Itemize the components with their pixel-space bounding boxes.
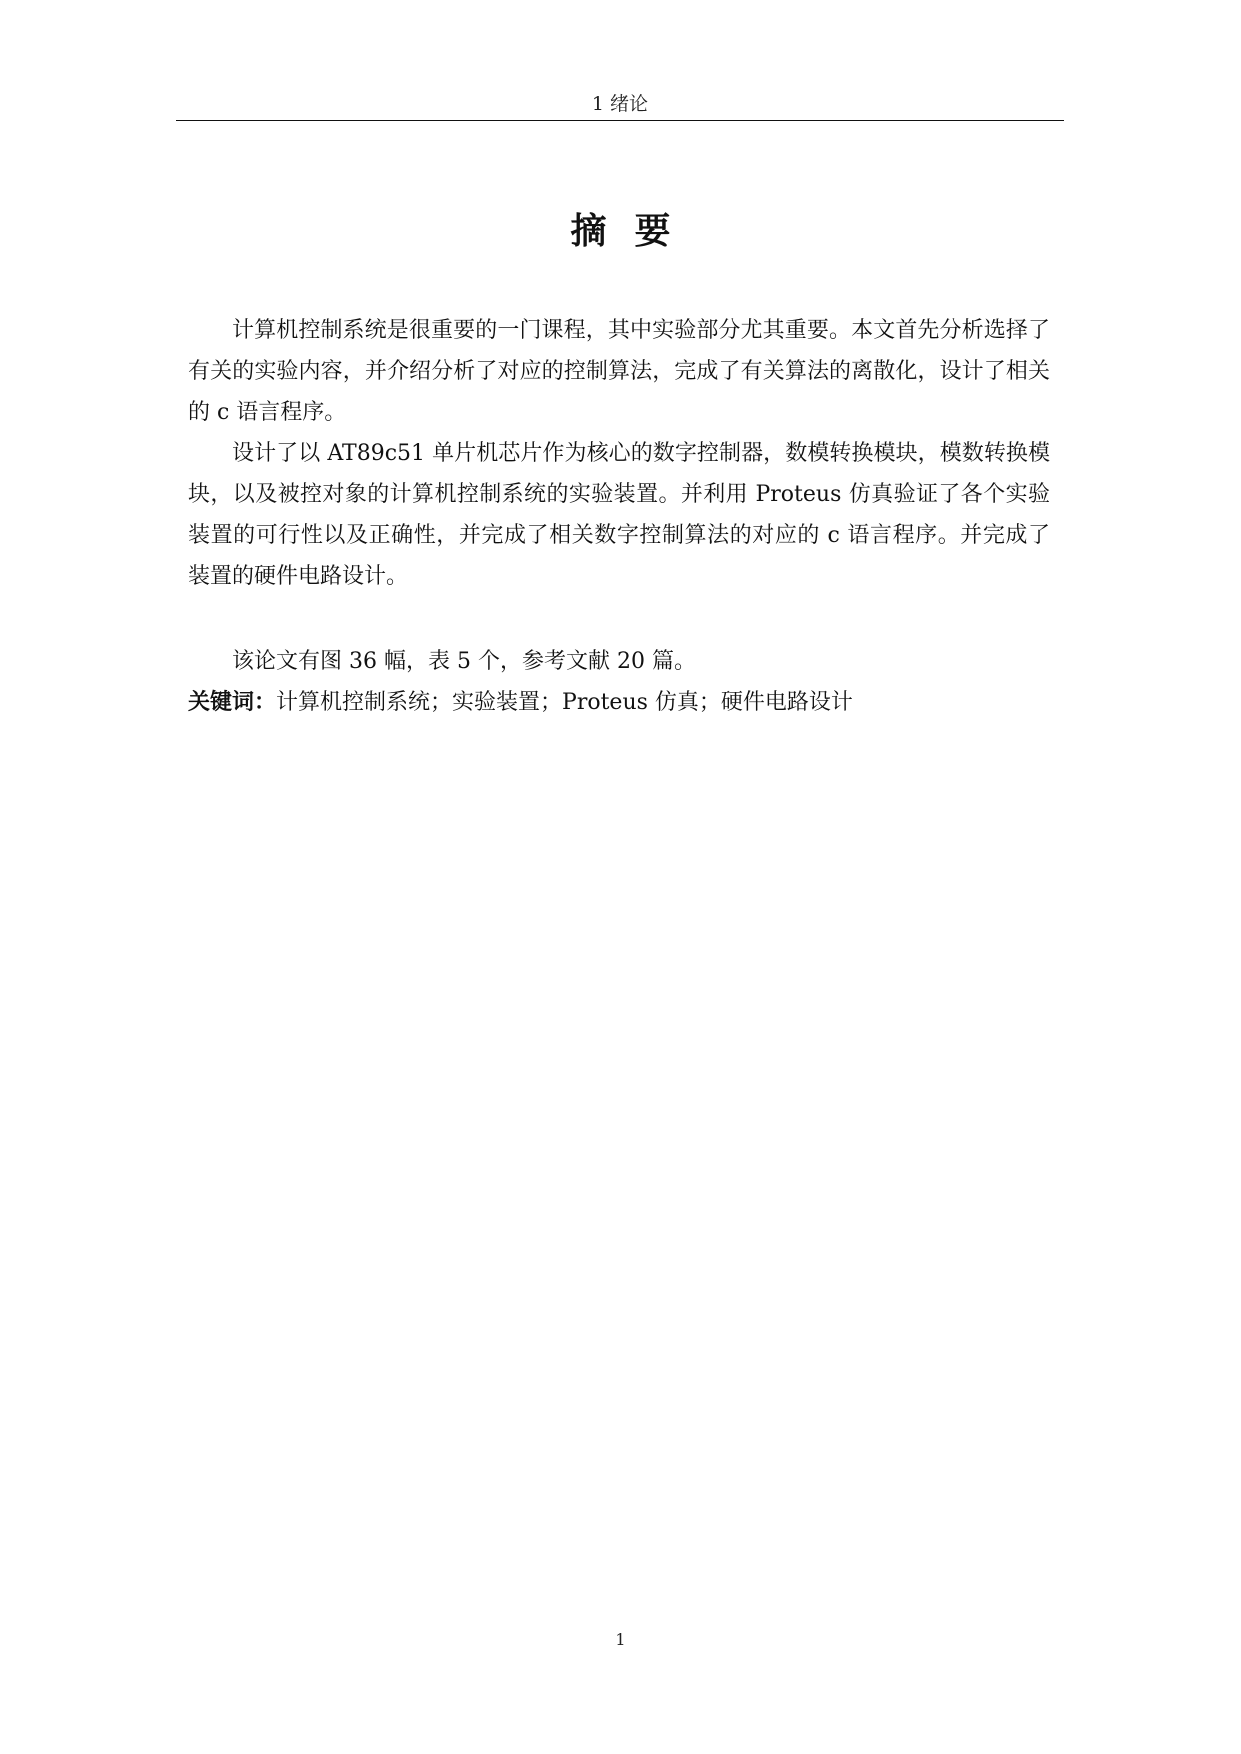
abstract-title: 摘要: [570, 211, 699, 252]
page-number: 1: [615, 1630, 626, 1649]
keywords-label: 关键词：: [188, 690, 277, 715]
abstract-body: [188, 310, 1050, 597]
figure-table-stats: 该论文有图 36 幅，表 5 个，参考文献 20 篇。: [232, 649, 696, 674]
abstract-paragraph: 计算机控制系统是很重要的一门课程，其中实验部分尤其重要。本文首先分析选择了有关的实验内容，并介绍分析了对应的控制算法，完成了有关算法的离散化，设计了相关的 c 语言程序。: [188, 318, 1050, 425]
keywords-text: 计算机控制系统；实验装置；Proteus 仿真；硬件电路设计: [276, 690, 853, 715]
running-header: 1 绪论: [591, 93, 649, 115]
abstract-paragraph: 设计了以 AT89c51 单片机芯片作为核心的数字控制器，数模转换模块，模数转换模块，以及被控对象的计算机控制系统的实验装置。并利用 Proteus 仿真验证了各个实验装置的可行性以及正确性，并完成了相关数字控制算法的对应的 c 语言程序。并完成了装置的硬件电路设计。: [188, 441, 1050, 589]
keywords-line: [188, 682, 1050, 723]
header-rule: [176, 120, 1064, 121]
